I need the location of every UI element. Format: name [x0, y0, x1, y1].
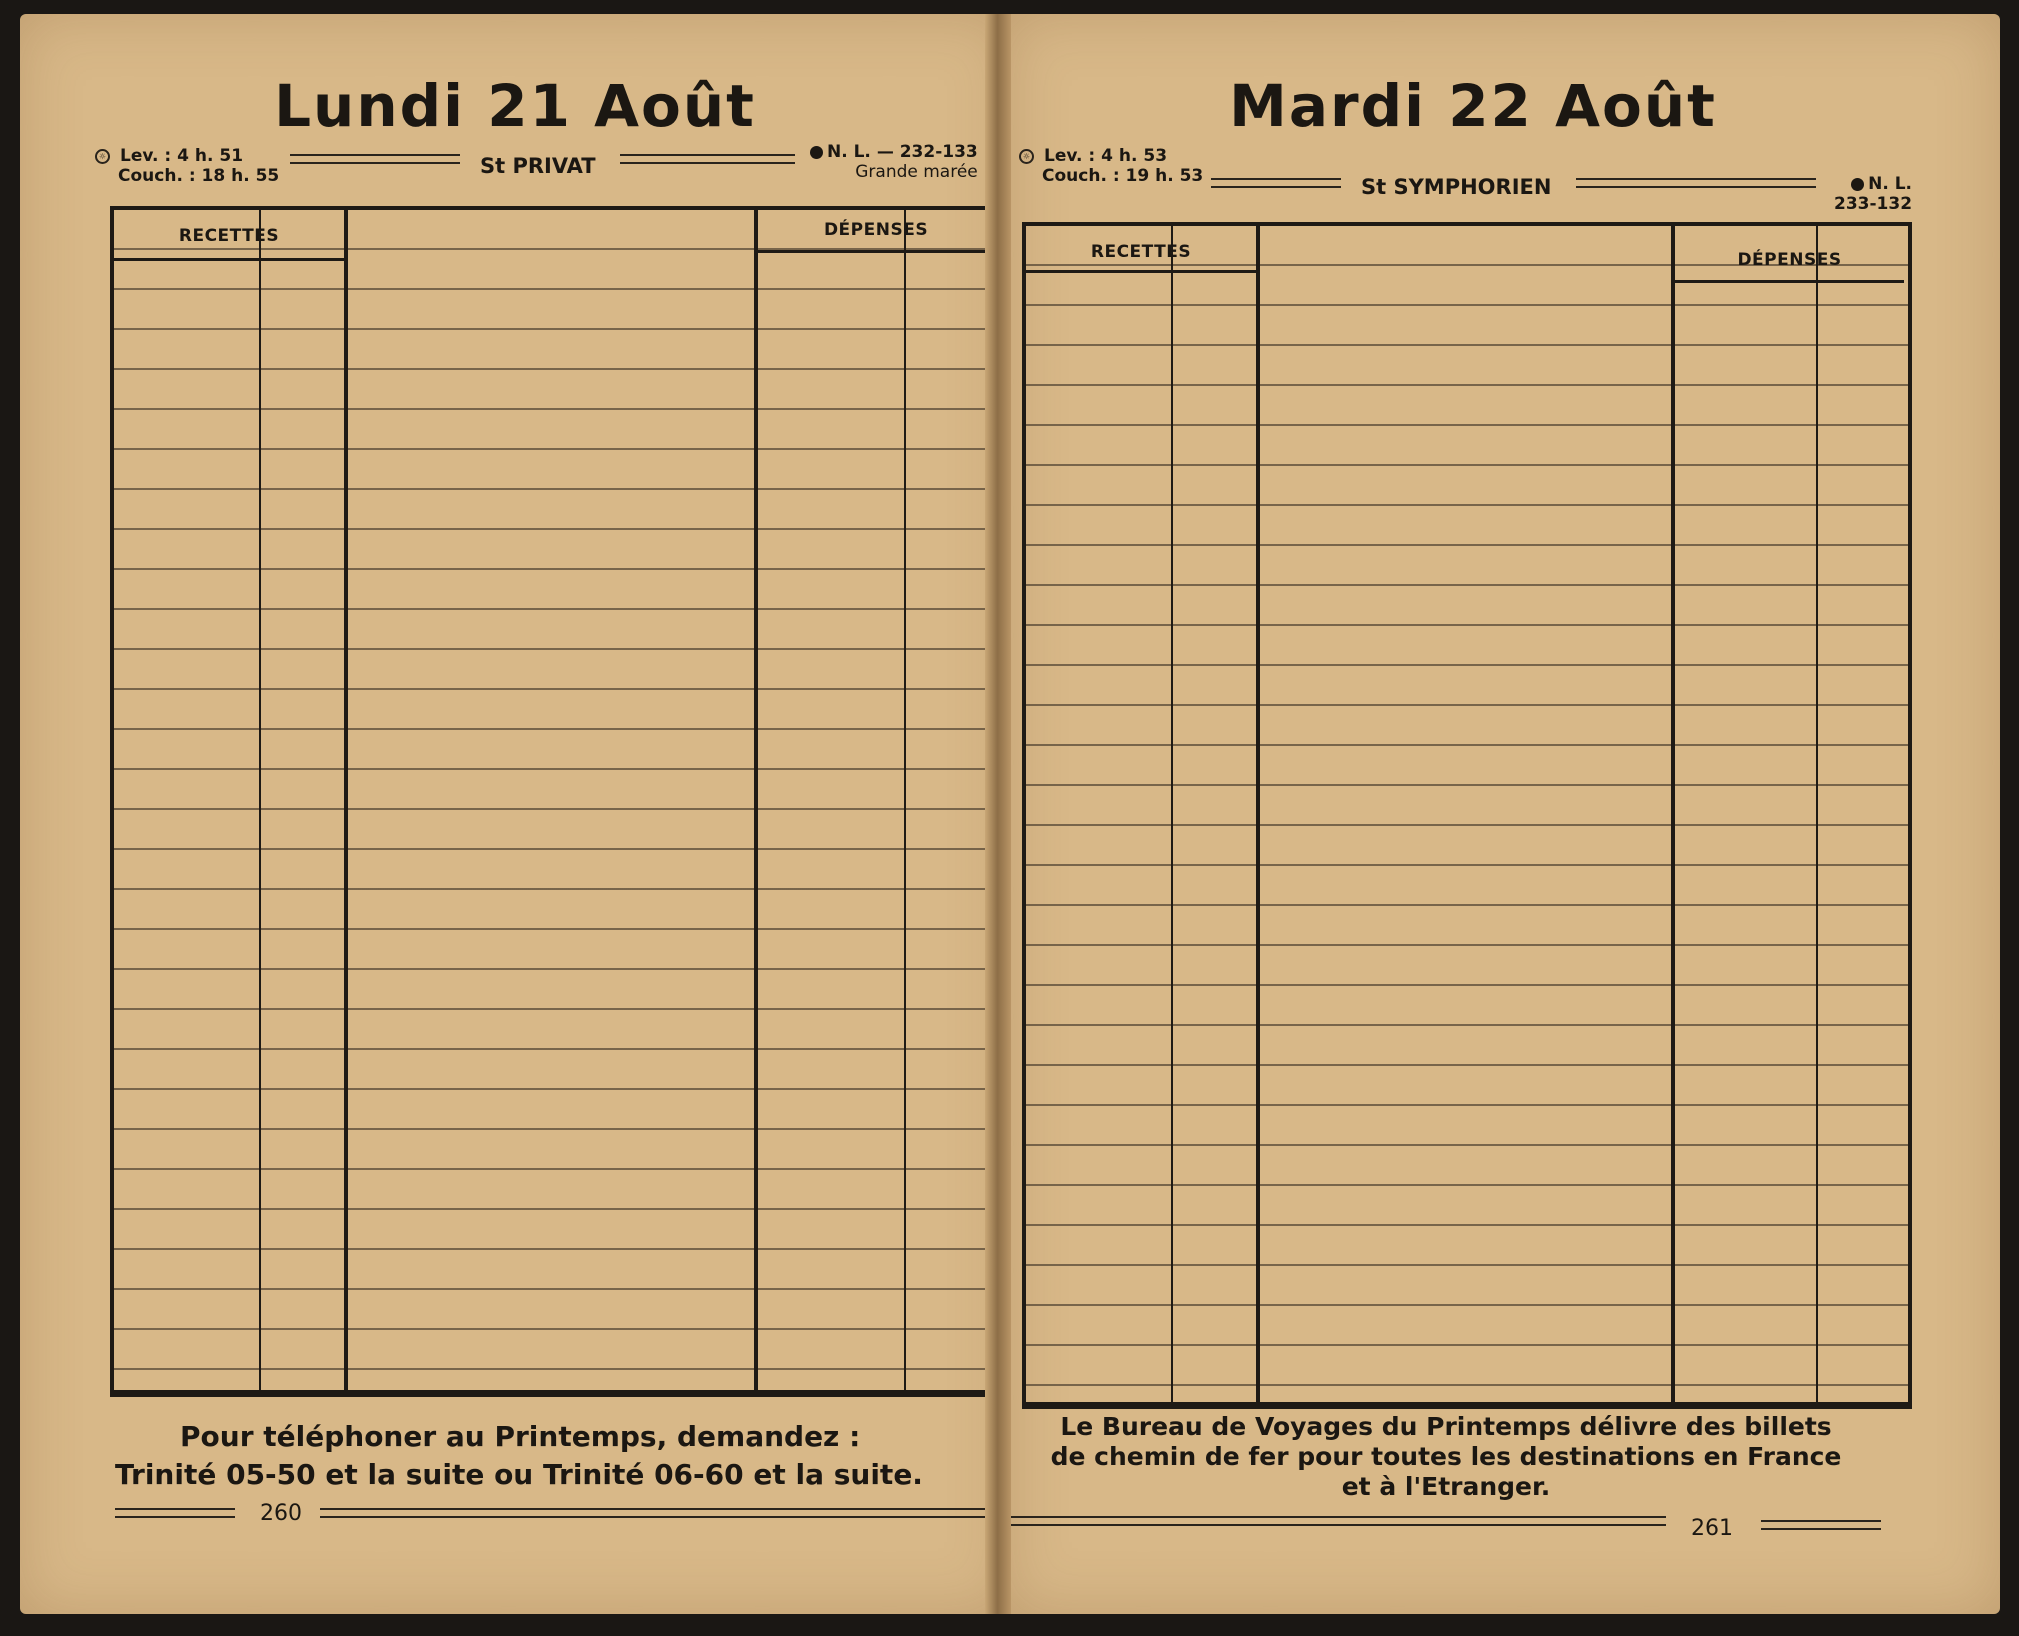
left-header-recettes: RECETTES: [178, 226, 280, 246]
right-page: [1006, 14, 2000, 1614]
col-divider: [1256, 226, 1260, 1402]
left-footer-line2: Trinité 05-50 et la suite ou Trinité 06-60 et la suite.: [115, 1458, 923, 1491]
left-footer: [115, 1418, 923, 1494]
rule: [1675, 280, 1904, 283]
rule: [1211, 178, 1341, 188]
col-divider: [904, 210, 906, 1390]
right-footer-line2: de chemin de fer pour toutes les destinations en France: [1050, 1442, 1842, 1471]
left-footer-line1: Pour téléphoner au Printemps, demandez :: [180, 1420, 861, 1453]
rule: [1576, 178, 1816, 188]
col-divider: [259, 210, 261, 1390]
left-tide: Grande marée: [855, 162, 978, 182]
right-header-recettes: RECETTES: [1090, 242, 1192, 262]
col-divider: [1171, 226, 1173, 1402]
new-moon-icon: [1851, 178, 1864, 191]
rule: [620, 154, 795, 164]
col-divider: [754, 210, 758, 1390]
book-spine-gutter: [985, 14, 1011, 1614]
left-saint: St PRIVAT: [480, 154, 596, 178]
col-divider: [1671, 226, 1675, 1402]
rule: [115, 1508, 235, 1518]
sun-icon: ☼: [95, 149, 110, 164]
right-moon-numbers: 233-132: [1834, 194, 1913, 214]
left-moon: N. L. — 232-133: [827, 142, 978, 162]
left-moon-info: [810, 142, 978, 182]
right-header-depenses: DÉPENSES: [1737, 250, 1842, 270]
left-page-number: 260: [260, 1501, 302, 1526]
new-moon-icon: [810, 146, 823, 159]
left-day-title: Lundi 21 Août: [274, 72, 756, 140]
right-day-title: Mardi 22 Août: [1229, 72, 1717, 140]
right-ledger: [1022, 222, 1912, 1409]
col-divider: [1816, 226, 1818, 1402]
right-moon-info: [1834, 174, 1912, 214]
left-sun-times: [95, 146, 279, 186]
left-page: [20, 14, 1010, 1614]
right-sun-times: [1019, 146, 1203, 186]
sun-icon: ☼: [1019, 149, 1034, 164]
right-sunset: Couch. : 19 h. 53: [1042, 166, 1204, 186]
right-page-number: 261: [1691, 1516, 1733, 1541]
right-footer: [1006, 1412, 1886, 1502]
left-sunrise: Lev. : 4 h. 51: [120, 146, 244, 166]
rule: [1026, 270, 1256, 273]
right-footer-line1: Le Bureau de Voyages du Printemps délivre des billets: [1060, 1412, 1832, 1441]
right-moon: N. L.: [1868, 174, 1913, 194]
right-saint: St SYMPHORIEN: [1361, 175, 1552, 199]
left-ledger: [110, 206, 1002, 1397]
right-sunrise: Lev. : 4 h. 53: [1044, 146, 1168, 166]
rule: [114, 258, 344, 261]
rule: [320, 1508, 990, 1518]
right-footer-line3: et à l'Etranger.: [1341, 1472, 1551, 1501]
col-divider: [344, 210, 348, 1390]
rule: [758, 250, 994, 253]
rule: [1761, 1520, 1881, 1530]
left-sunset: Couch. : 18 h. 55: [118, 166, 280, 186]
rule: [1006, 1516, 1666, 1526]
rule: [290, 154, 460, 164]
left-header-depenses: DÉPENSES: [823, 220, 929, 240]
